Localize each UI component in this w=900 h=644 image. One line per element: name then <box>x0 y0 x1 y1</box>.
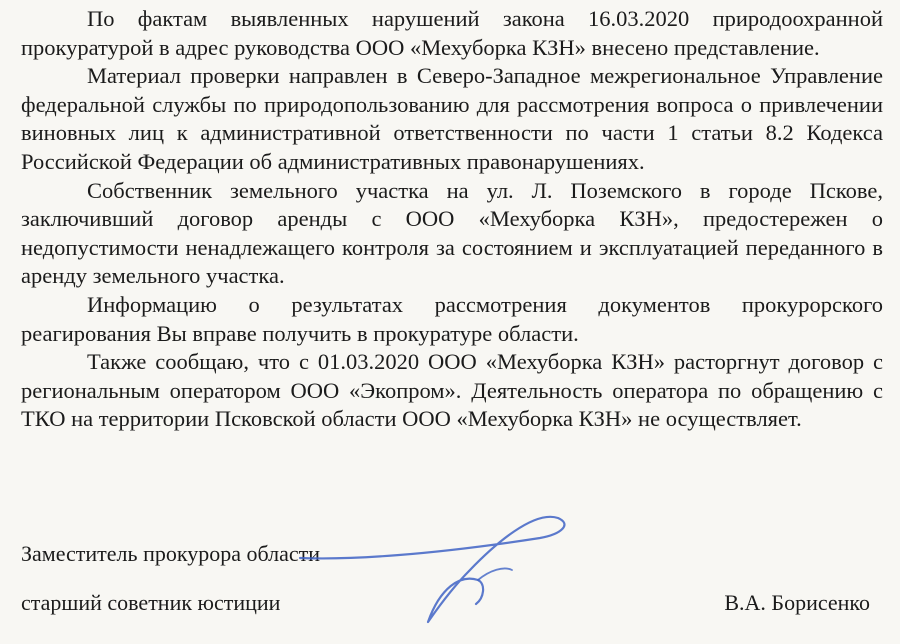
letter-body <box>21 5 883 434</box>
paragraph-contract-termination: Также сообщаю, что с 01.03.2020 ООО «Мехуборка КЗН» расторгнут договор с региональным оператором ООО «Экопром». Деятельность оператора по обращению с ТКО на территории Псковской области ООО «Мехуборка КЗН» не осуществляет. <box>21 349 883 432</box>
signatory-rank: старший советник юстиции <box>21 590 281 615</box>
signatory-name: В.А. Борисенко <box>724 590 870 615</box>
paragraph-representation: По фактам выявленных нарушений закона 16.03.2020 природоохранной прокуратурой в адрес руководства ООО «Мехуборка КЗН» внесено представление. <box>21 6 883 60</box>
signatory-title: Заместитель прокурора области <box>21 541 321 566</box>
paragraph-land-owner: Собственник земельного участка на ул. Л. Поземского в городе Пскове, заключивший договор аренды с ООО «Мехуборка КЗН», предостережен о недопустимости ненадлежащего контроля за состоянием и эксплуатацией переданного в аренду земельного участка. <box>21 177 883 289</box>
paragraph-inspection-material: Материал проверки направлен в Северо-Западное межрегиональное Управление федеральной службы по природопользованию для рассмотрения вопроса о привлечении виновных лиц к административной ответственности по части 1 статьи 8.2 Кодекса Российской Федерации об административных правонарушениях. <box>21 63 883 174</box>
handwritten-signature <box>290 500 580 630</box>
paragraph-results-info: Информацию о результатах рассмотрения документов прокурорского реагирования Вы вправе получить в прокуратуре области. <box>21 291 883 346</box>
